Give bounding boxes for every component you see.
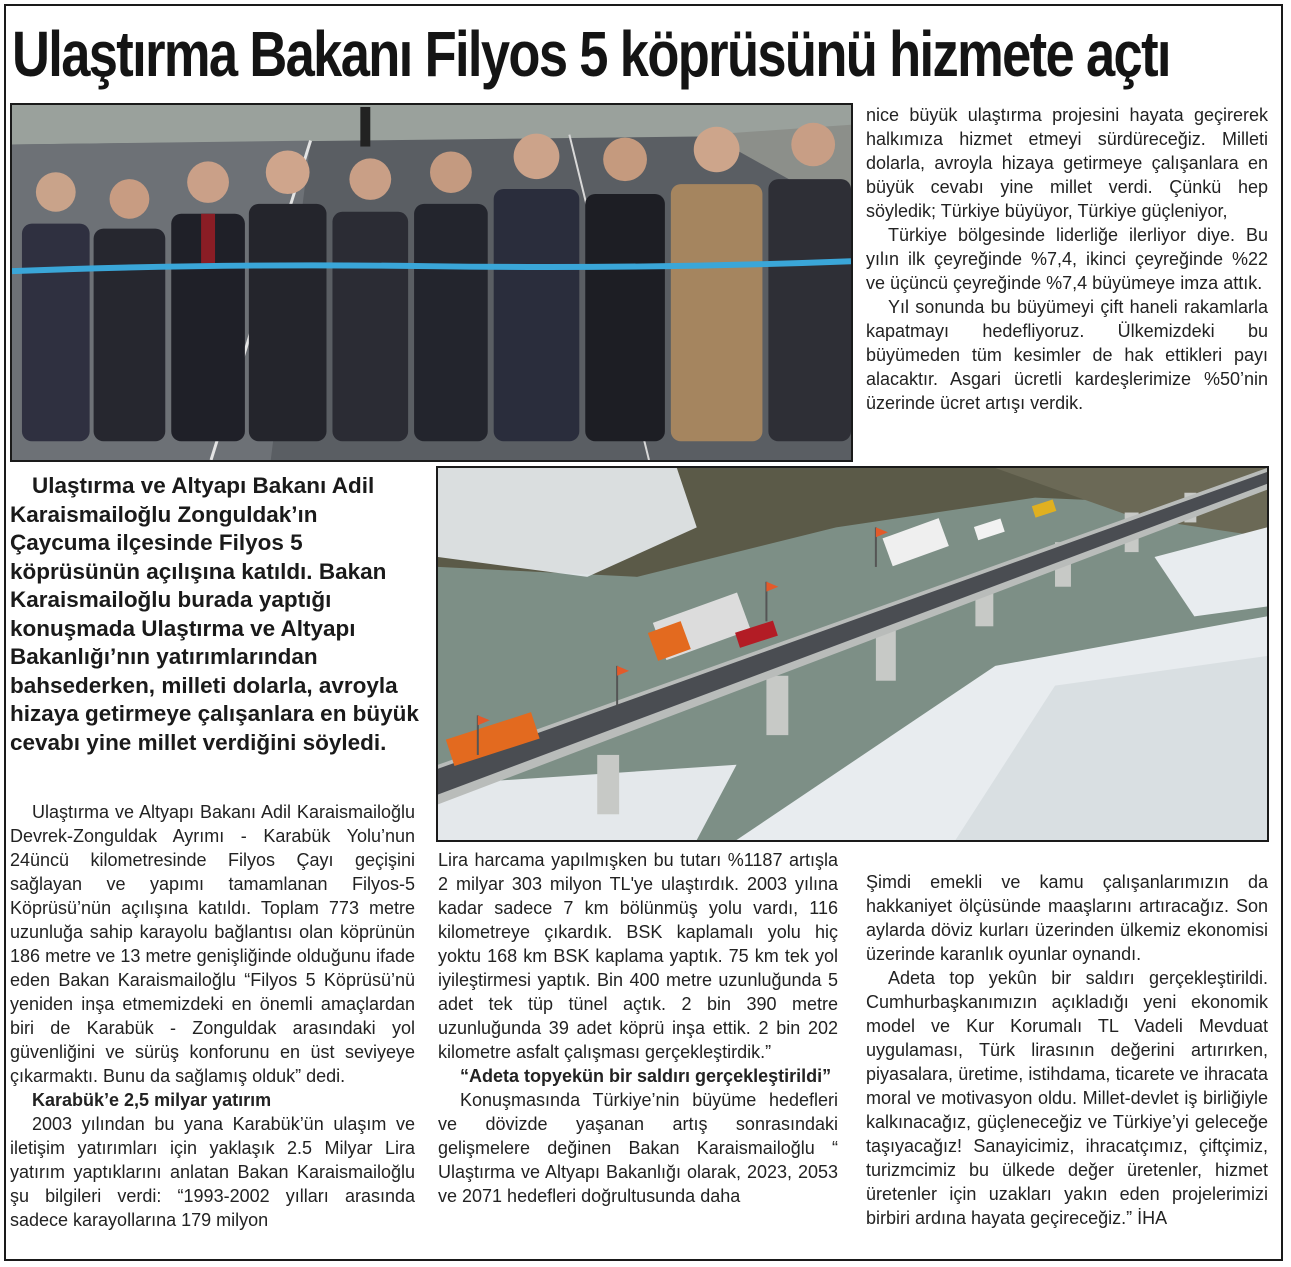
- bridge-aerial-photo: [436, 466, 1269, 842]
- bridge-illustration: [438, 468, 1267, 840]
- column-3-paragraph-1: Şimdi emekli ve kamu çalışanlarımızın da hakkaniyet ölçüsünde maaşlarını artıracağız. Son aylarda döviz kurları üzerinden ülkemiz ekonomisi üzerinde karanlık oyunlar oynandı.: [866, 872, 1268, 964]
- top-right-column: [866, 103, 1268, 415]
- top-right-paragraph-1: nice büyük ulaştırma projesini hayata geçirerek halkımıza hizmet etmeyi sürdüreceğiz. Milleti dolarla, avroyla hizaya getirmeye çalışanlara en büyük cevabı yine millet verdi. Çünkü hep söyledik; Türkiye büyüyor, Türkiye güçleniyor,: [866, 105, 1268, 221]
- lead-paragraph: Ulaştırma ve Altyapı Bakanı Adil Karaismailoğlu Zonguldak’ın Çaycuma ilçesinde Filyos 5 köprüsünün açılışına katıldı. Bakan Karaismailoğlu burada yaptığı konuşmada Ulaştırma ve Altyapı Bakanlığı’nın yatırımlarından bahsederken, milleti dolarla, avroyla hizaya getirmeye çalışanlara en büyük cevabı yine millet verdiğini söyledi.: [10, 473, 419, 755]
- column-2-paragraph-2: Konuşmasında Türkiye’nin büyüme hedefleri ve dövizde yaşanan artış sonrasındaki gelişmelere değinen Bakan Karaismailoğlu “ Ulaştırma ve Altyapı Bakanlığı olarak, 2023, 2053 ve 2071 hedefleri doğrultusunda daha: [438, 1090, 838, 1206]
- column-1-paragraph-1: Ulaştırma ve Altyapı Bakanı Adil Karaismailoğlu Devrek-Zonguldak Ayrımı - Karabük Yolu’nun 24üncü kilometresinde Filyos Çayı geçişini sağlayan ve yapımı tamamlanan Filyos-5 Köprüsü’nün açılışına katıldı. Toplam 773 metre uzunluğa sahip karayolu bağlantısı olan köprünün 186 metre ve 13 metre genişliğinde olduğunu ifade eden Bakan Karaismailoğlu “Filyos 5 Köprüsü’nü yeniden inşa etmemizdeki en önemli amaçlardan biri de Karabük - Zonguldak arasındaki yol güvenliğini ve sürüş konforunu en üst seviyeye çıkarmaktı. Bunu da sağlamış olduk” dedi.: [10, 802, 415, 1086]
- ribbon-cutting-illustration: [12, 105, 851, 460]
- column-2: [438, 848, 838, 1208]
- column-1-paragraph-2: 2003 yılından bu yana Karabük’ün ulaşım ve iletişim yatırımları için yaklaşık 2.5 Milyar Lira yatırım yaptıklarını anlatan Bakan Karaismailoğlu şu bilgileri verdi: “1993-2002 yılları arasında sadece karayollarına 179 milyon: [10, 1114, 415, 1230]
- top-right-paragraph-2: Türkiye bölgesinde liderliğe ilerliyor diye. Bu yılın ilk çeyreğinde %7,4, ikinci çeyreğinde %22 ve üçüncü çeyreğinde %7,4 büyümeye imza attık.: [866, 225, 1268, 293]
- column-2-subhead: “Adeta topyekün bir saldırı gerçekleştirildi”: [460, 1066, 832, 1086]
- column-2-paragraph-1: Lira harcama yapılmışken bu tutarı %1187 artışla 2 milyar 303 milyon TL'ye ulaştırdık. 2003 yılına kadar sadece 7 km bölünmüş yolu vardı, 116 kilometreye çıkardık. BSK kaplamalı yolu hiç yoktu 168 km BSK kaplama yaptık. 75 km tek yol iyileştirmesi yaptık. Bin 400 metre uzunluğunda 5 adet tek tüp tünel açtık. 2 bin 390 metre uzunluğunda 39 adet köprü inşa ettik. 2 bin 202 kilometre asfalt çalışması gerçekleştirdik.”: [438, 850, 838, 1062]
- headline: Ulaştırma Bakanı Filyos 5 köprüsünü hizmete açtı: [12, 18, 1170, 90]
- top-right-paragraph-3: Yıl sonunda bu büyümeyi çift haneli rakamlarla kapatmayı hedefliyoruz. Ülkemizdeki bu büyümeden tüm kesimler de hak ettikleri payı alacaktır. Asgari ücretli kardeşlerimize %50’nin üzerinde ücret artışı verdik.: [866, 297, 1268, 413]
- column-3-paragraph-2: Adeta top yekûn bir saldırı gerçekleştirildi. Cumhurbaşkanımızın açıkladığı yeni ekonomik model ve Kur Korumalı TL Vadeli Mevduat uygulaması, Türk lirasının değerini artırırken, piyasalara, üretime, istihdama, ticarete ve ihracata moral ve motivasyon oldu. Millet-devlet iş birliğiyle kalkınacağız, güçleneceğiz ve Türkiye’yi geleceğe taşıyacağız! Sanayicimiz, ihracatçımız, çiftçimiz, turizmcimiz bu ülkede değer üretenler, hizmet üretenler için uzakları yakın eden projelerimizi birbiri ardına hayata geçireceğiz.” İHA: [866, 968, 1268, 1228]
- column-1-subhead: Karabük’e 2,5 milyar yatırım: [32, 1090, 272, 1110]
- column-1: [10, 800, 415, 1232]
- ribbon-cutting-photo: [10, 103, 853, 462]
- column-3: [866, 870, 1268, 1230]
